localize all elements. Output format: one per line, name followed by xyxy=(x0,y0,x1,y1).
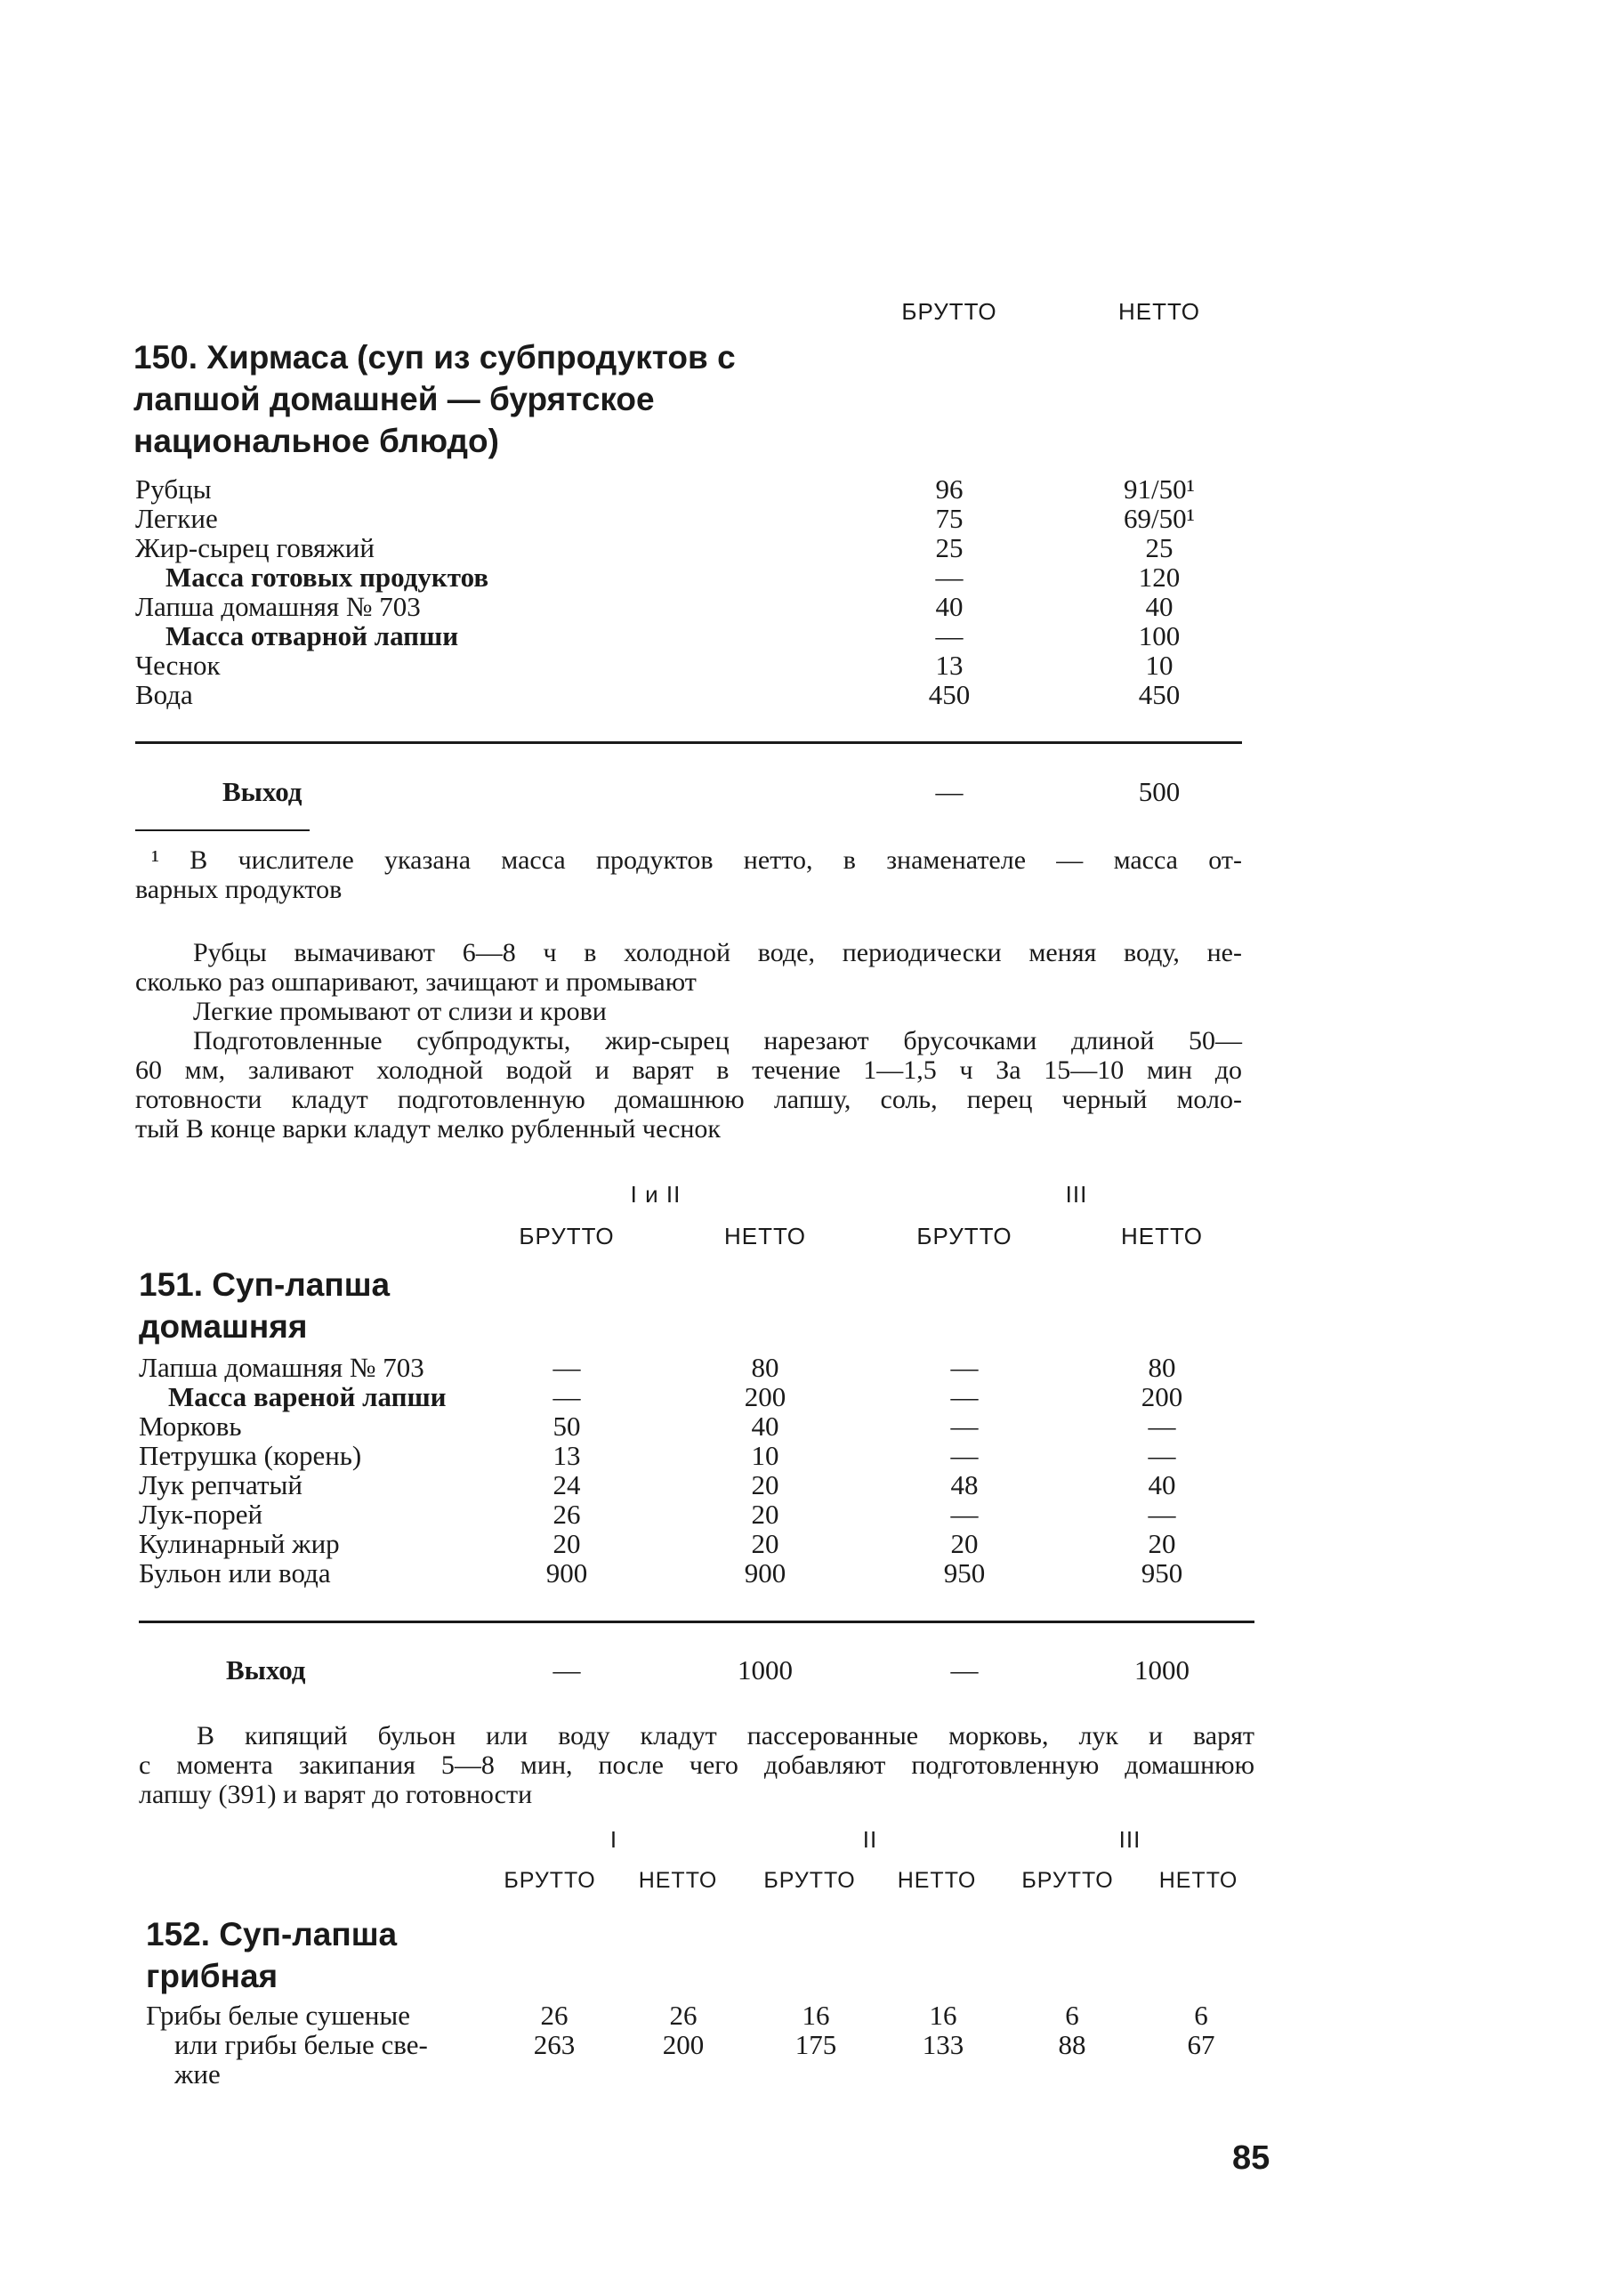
value-cell: — xyxy=(950,1352,979,1383)
value-cell: — xyxy=(552,1352,581,1383)
value-cell: 20 xyxy=(950,1528,979,1559)
ingredient-name: Морковь xyxy=(139,1411,242,1442)
yield-cell: — xyxy=(552,1654,581,1686)
value-cell: 950 xyxy=(943,1557,986,1589)
ingredient-row-continued xyxy=(0,2059,1613,2090)
ingredient-name: Масса вареной лапши xyxy=(168,1381,447,1412)
value-cell: — xyxy=(950,1499,979,1530)
value-cell: 900 xyxy=(545,1557,588,1589)
recipe-150-title: 150. Хирмаса (суп из субпродуктов с лапшой домашней — бурятское национальное блюдо) xyxy=(133,339,736,459)
col-header-brutto: БРУТТО xyxy=(763,1868,856,1893)
value-cell: 80 xyxy=(1148,1352,1176,1383)
text-line: сколько раз ошпаривают, зачищают и промывают xyxy=(135,967,697,997)
col-header-brutto: БРУТТО xyxy=(916,1223,1012,1249)
text-line: Подготовленные субпродукты, жир-сырец нарезают брусочками длиной 50— xyxy=(193,1026,1242,1055)
recipe-151-title: 151. Суп-лапша домашняя xyxy=(139,1266,391,1345)
table-rule xyxy=(139,1621,1254,1623)
value-cell: — xyxy=(1148,1440,1176,1471)
group-header-1: I xyxy=(609,1826,618,1853)
value-cell: 26 xyxy=(669,2000,698,2031)
yield-label: Выход xyxy=(226,1654,306,1686)
ingredient-name: Жир-сырец говяжий xyxy=(135,532,375,563)
ingredient-name: Чеснок xyxy=(135,650,221,681)
value-cell: 24 xyxy=(552,1469,581,1500)
value-cell: — xyxy=(950,1440,979,1471)
ingredient-name: или грибы белые све- xyxy=(174,2029,428,2060)
brutto-value: — xyxy=(935,562,964,593)
ingredient-row xyxy=(0,2030,1613,2060)
ingredient-row xyxy=(0,1353,1613,1383)
ingredient-name: Лапша домашняя № 703 xyxy=(139,1352,424,1383)
brutto-value: 96 xyxy=(935,473,964,505)
ingredient-row xyxy=(0,533,1613,563)
yield-cell: 1000 xyxy=(1134,1654,1190,1686)
value-cell: 20 xyxy=(751,1528,779,1559)
value-cell: 20 xyxy=(751,1499,779,1530)
text-line: Рубцы вымачивают 6—8 ч в холодной воде, периодически меняя воду, не- xyxy=(193,938,1242,967)
ingredient-name: Лук-порей xyxy=(139,1499,263,1530)
value-cell: 40 xyxy=(751,1411,779,1442)
text-line: тый В конце варки кладут мелко рубленный чеснок xyxy=(135,1114,722,1144)
col-header-netto: НЕТТО xyxy=(897,1868,977,1893)
text-line: лапшу (391) и варят до готовности xyxy=(139,1780,533,1809)
yield-label: Выход xyxy=(222,776,302,807)
value-cell: 133 xyxy=(922,2029,964,2060)
netto-value: 120 xyxy=(1138,562,1181,593)
col-header-brutto: БРУТТО xyxy=(901,298,997,325)
ingredient-name: жие xyxy=(174,2058,221,2090)
ingredient-row xyxy=(0,562,1613,593)
value-cell: 263 xyxy=(533,2029,576,2060)
value-cell: — xyxy=(1148,1499,1176,1530)
value-cell: 67 xyxy=(1187,2029,1215,2060)
yield-netto: 500 xyxy=(1138,776,1181,807)
ingredient-name: Грибы белые сушеные xyxy=(146,2000,410,2031)
value-cell: 50 xyxy=(552,1411,581,1442)
col-header-netto: НЕТТО xyxy=(638,1868,718,1893)
ingredient-row xyxy=(0,474,1613,505)
value-cell: 200 xyxy=(744,1381,786,1412)
netto-value: 91/50¹ xyxy=(1124,473,1195,505)
yield-cell: 1000 xyxy=(738,1654,793,1686)
value-cell: — xyxy=(950,1381,979,1412)
group-header-2: II xyxy=(862,1826,878,1853)
ingredient-row xyxy=(0,1500,1613,1530)
value-cell: 200 xyxy=(1141,1381,1183,1412)
footnote xyxy=(135,845,1242,904)
yield-cell: — xyxy=(950,1654,979,1686)
value-cell: 6 xyxy=(1065,2000,1079,2031)
col-header-netto: НЕТТО xyxy=(1158,1868,1238,1893)
text-line: Легкие промывают от слизи и крови xyxy=(193,997,607,1026)
brutto-value: 75 xyxy=(935,503,964,534)
footnote-line: варных продуктов xyxy=(135,875,343,904)
value-cell: — xyxy=(950,1411,979,1442)
brutto-value: 25 xyxy=(935,532,964,563)
col-header-brutto: БРУТТО xyxy=(504,1868,596,1893)
value-cell: 900 xyxy=(744,1557,786,1589)
ingredient-row xyxy=(0,2001,1613,2031)
text-line: готовности кладут подготовленную домашнюю лапшу, соль, перец черный моло- xyxy=(135,1085,1242,1114)
text-line: В кипящий бульон или воду кладут пассерованные морковь, лук и варят xyxy=(197,1721,1254,1750)
value-cell: 26 xyxy=(552,1499,581,1530)
netto-value: 40 xyxy=(1145,591,1173,622)
ingredient-row xyxy=(0,1411,1613,1442)
value-cell: 13 xyxy=(552,1440,581,1471)
col-header-netto: НЕТТО xyxy=(1118,298,1200,325)
recipe-152-title: 152. Суп-лапша грибная xyxy=(146,1916,398,1994)
netto-value: 25 xyxy=(1145,532,1173,563)
netto-value: 10 xyxy=(1145,650,1173,681)
value-cell: 6 xyxy=(1194,2000,1208,2031)
value-cell: 20 xyxy=(751,1469,779,1500)
group-header-3: III xyxy=(1118,1826,1141,1853)
value-cell: 26 xyxy=(540,2000,569,2031)
brutto-value: 450 xyxy=(928,679,971,710)
value-cell: 88 xyxy=(1058,2029,1086,2060)
ingredient-row xyxy=(0,504,1613,534)
yield-brutto: — xyxy=(935,776,964,807)
ingredient-name: Петрушка (корень) xyxy=(139,1440,362,1471)
footnote-rule xyxy=(135,829,310,831)
ingredient-name: Рубцы xyxy=(135,473,212,505)
ingredient-row xyxy=(0,651,1613,681)
value-cell: 200 xyxy=(662,2029,705,2060)
ingredient-name: Бульон или вода xyxy=(139,1557,331,1589)
col-header-netto: НЕТТО xyxy=(1121,1223,1203,1249)
table-rule xyxy=(135,741,1242,744)
col-header-netto: НЕТТО xyxy=(724,1223,806,1249)
ingredient-row xyxy=(0,1470,1613,1500)
footnote-line: ¹ В числителе указана масса продуктов нетто, в знаменателе — масса от- xyxy=(151,845,1242,875)
col-header-brutto: БРУТТО xyxy=(1021,1868,1114,1893)
value-cell: — xyxy=(1148,1411,1176,1442)
value-cell: 950 xyxy=(1141,1557,1183,1589)
value-cell: 48 xyxy=(950,1469,979,1500)
value-cell: 80 xyxy=(751,1352,779,1383)
ingredient-name: Кулинарный жир xyxy=(139,1528,340,1559)
netto-value: 69/50¹ xyxy=(1124,503,1195,534)
ingredient-name: Лапша домашняя № 703 xyxy=(135,591,421,622)
text-line: с момента закипания 5—8 мин, после чего добавляют подготовленную домашнюю xyxy=(139,1750,1254,1780)
value-cell: 20 xyxy=(552,1528,581,1559)
netto-value: 100 xyxy=(1138,620,1181,651)
yield-row xyxy=(0,1655,1613,1686)
recipe-151-method xyxy=(139,1721,1254,1809)
ingredient-row xyxy=(0,680,1613,710)
ingredient-row xyxy=(0,621,1613,651)
ingredient-row xyxy=(0,1529,1613,1559)
ingredient-name: Масса готовых продуктов xyxy=(165,562,489,593)
value-cell: 16 xyxy=(929,2000,957,2031)
ingredient-name: Вода xyxy=(135,679,193,710)
value-cell: — xyxy=(552,1381,581,1412)
ingredient-row xyxy=(0,1382,1613,1412)
value-cell: 16 xyxy=(802,2000,830,2031)
page-number: 85 xyxy=(1232,2139,1270,2177)
value-cell: 10 xyxy=(751,1440,779,1471)
brutto-value: — xyxy=(935,620,964,651)
netto-value: 450 xyxy=(1138,679,1181,710)
value-cell: 40 xyxy=(1148,1469,1176,1500)
ingredient-row xyxy=(0,592,1613,622)
value-cell: 175 xyxy=(794,2029,837,2060)
value-cell: 20 xyxy=(1148,1528,1176,1559)
ingredient-row xyxy=(0,1558,1613,1589)
recipe-150-method xyxy=(135,938,1242,1144)
ingredient-name: Масса отварной лапши xyxy=(165,620,459,651)
yield-row xyxy=(0,777,1613,807)
ingredient-name: Легкие xyxy=(135,503,218,534)
brutto-value: 13 xyxy=(935,650,964,681)
col-header-brutto: БРУТТО xyxy=(519,1223,615,1249)
brutto-value: 40 xyxy=(935,591,964,622)
group-header-2: III xyxy=(1065,1181,1088,1208)
group-header-1: I и II xyxy=(630,1181,681,1208)
text-line: 60 мм, заливают холодной водой и варят в течение 1—1,5 ч За 15—10 мин до xyxy=(135,1055,1242,1085)
ingredient-row xyxy=(0,1441,1613,1471)
ingredient-name: Лук репчатый xyxy=(139,1469,302,1500)
